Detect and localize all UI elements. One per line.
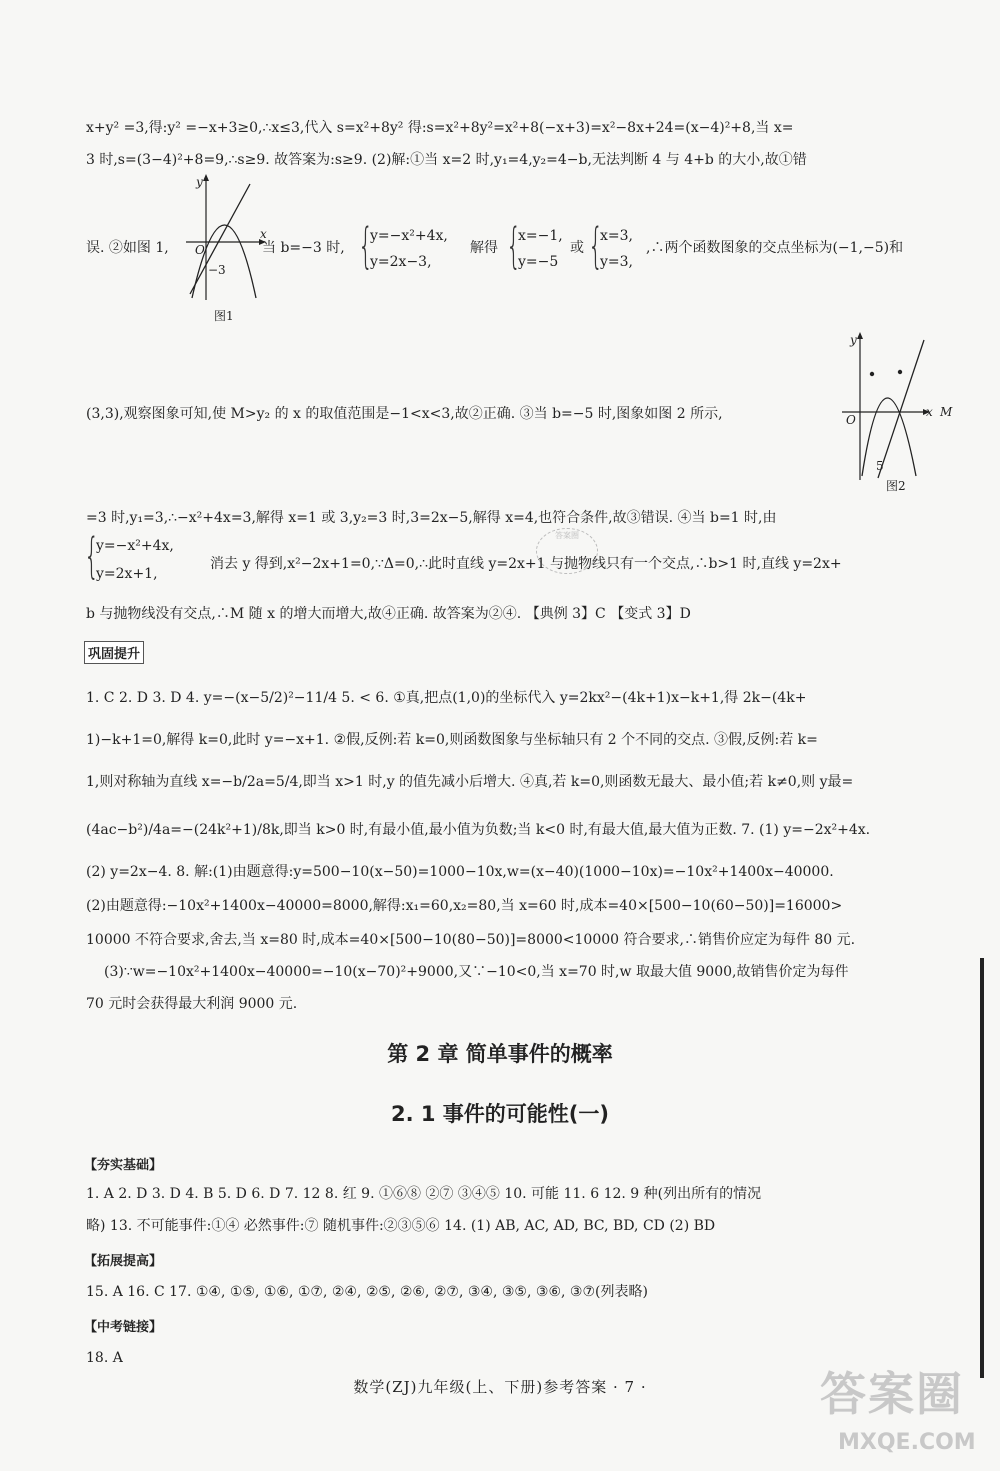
text-line-fragment: ,∴两个函数图象的交点坐标为(−1,−5)和 [646, 240, 904, 256]
answer-line: 1. A 2. D 3. D 4. B 5. D 6. D 7. 12 8. 红 9. ①⑥⑧ ②⑦ ③④⑤ 10. 可能 11. 6 12. 9 种(列出所有的情况 [86, 1186, 762, 1202]
fig1-y-label: y [196, 175, 203, 189]
page-edge-bar [980, 958, 984, 1378]
answer-line: (3)∵w=−10x²+1400x−40000=−10(x−70)²+9000,又∵−10<0,当 x=70 时,w 取最大值 9000,故销售价定为每件 [104, 964, 849, 980]
answer-line: 70 元时会获得最大利润 9000 元. [86, 996, 298, 1012]
figure-1-graph [178, 172, 270, 332]
text-line-fragment: 当 b=−3 时, [262, 240, 345, 256]
fig2-y-label: y [850, 333, 857, 347]
section-tag-foundation: 【夯实基础】 [84, 1158, 163, 1173]
watermark-logo: 答案圈 MXQE.COM [820, 1367, 976, 1455]
text-line: 消去 y 得到,x²−2x+1=0,∵Δ=0,∴此时直线 y=2x+1 与抛物线只有一个交点,∴b>1 时,直线 y=2x+ [210, 556, 842, 572]
fig1-intercept-label: −3 [208, 263, 226, 277]
section-title: 2. 1 事件的可能性(一) [390, 1102, 610, 1126]
text-line: 3 时,s=(3−4)²+8=9,∴s≥9. 故答案为:s≥9. (2)解:①当 x=2 时,y₁=4,y₂=4−b,无法判断 4 与 4+b 的大小,故①错 [86, 152, 807, 168]
answer-line: 18. A [86, 1350, 123, 1366]
equation-system-1: { y=−x²+4x, y=2x−3, [358, 218, 448, 274]
text-line: b 与抛物线没有交点,∴M 随 x 的增大而增大,故④正确. 故答案为②④. 【典例 3】C 【变式 3】D [86, 606, 691, 622]
answer-line: 略) 13. 不可能事件:①④ 必然事件:⑦ 随机事件:②③⑤⑥ 14. (1) AB, AC, AD, BC, BD, CD (2) BD [86, 1218, 716, 1234]
answer-line: 1,则对称轴为直线 x=−b/2a=5/4,即当 x>1 时,y 的值先减小后增大. ④真,若 k=0,则函数无最大、最小值;若 k≠0,则 y最= [86, 774, 854, 790]
equation-system-2: { y=−x²+4x, y=2x+1, [84, 528, 174, 584]
page-footer: 数学(ZJ)九年级(上、下册)参考答案 · 7 · [353, 1378, 647, 1396]
fig2-caption: 图2 [886, 479, 906, 493]
section-tag-exam: 【中考链接】 [84, 1320, 163, 1335]
solution-system-1: { x=−1, y=−5 [506, 218, 563, 274]
section-tag-extension: 【拓展提高】 [84, 1254, 163, 1269]
text-line-fragment: 或 [570, 240, 584, 256]
answer-line: 1. C 2. D 3. D 4. y=−(x−5/2)²−11/4 5. < 6. ①真,把点(1,0)的坐标代入 y=2kx²−(4k+1)x−k+1,得 2k−(4k+ [86, 690, 807, 706]
answer-line: (4ac−b²)/4a=−(24k²+1)/8k,即当 k>0 时,有最小值,最小值为负数;当 k<0 时,有最大值,最大值为正数. 7. (1) y=−2x²+4x. [86, 822, 871, 838]
fig1-origin-label: O [195, 243, 205, 257]
fig2-origin-label: O [846, 413, 856, 427]
faint-stamp: 答案圈 [536, 528, 598, 574]
text-line-fragment: 误. ②如图 1, [86, 240, 169, 256]
figure-2-graph [840, 330, 960, 500]
answer-line: (2) y=2x−4. 8. 解:(1)由题意得:y=500−10(x−50)=1000−10x,w=(x−40)(1000−10x)=−10x²+1400x−40000. [86, 864, 834, 880]
fig2-x-label: x [926, 405, 933, 419]
chapter-title: 第 2 章 简单事件的概率 [387, 1042, 613, 1066]
answer-line: 1)−k+1=0,解得 k=0,此时 y=−x+1. ②假,反例:若 k=0,则函数图象与坐标轴只有 2 个不同的交点. ③假,反例:若 k= [86, 732, 818, 748]
answer-line: (2)由题意得:−10x²+1400x−40000=8000,解得:x₁=60,x₂=80,当 x=60 时,成本=40×[500−10(60−50)]=16000> [86, 898, 843, 914]
fig2-intercept-label: 5 [876, 459, 884, 473]
text-line-fragment: 解得 [470, 240, 498, 256]
solution-system-2: { x=3, y=3, [588, 218, 633, 274]
answer-line: 10000 不符合要求,舍去,当 x=80 时,成本=40×[500−10(80−50)]=8000<10000 符合要求,∴销售价应定为每件 80 元. [86, 932, 856, 948]
text-line: (3,3),观察图象可知,使 M>y₂ 的 x 的取值范围是−1<x<3,故②正确. ③当 b=−5 时,图象如图 2 所示, [86, 406, 723, 422]
answer-line: 15. A 16. C 17. ①④, ①⑤, ①⑥, ①⑦, ②④, ②⑤, ②⑥, ②⑦, ③④, ③⑤, ③⑥, ③⑦(列表略) [86, 1284, 648, 1300]
fig2-m-label: M [940, 405, 953, 419]
text-line: =3 时,y₁=3,∴−x²+4x=3,解得 x=1 或 3,y₂=3 时,3=2x−5,解得 x=4,也符合条件,故③错误. ④当 b=1 时,由 [86, 510, 777, 526]
fig1-caption: 图1 [214, 309, 234, 323]
fig1-x-label: x [260, 227, 267, 241]
section-tag-consolidate: 巩固提升 [84, 641, 144, 664]
text-line: x+y² =3,得:y² =−x+3≥0,∴x≤3,代入 s=x²+8y² 得:s=x²+8y²=x²+8(−x+3)=x²−8x+24=(x−4)²+8,当 x= [86, 120, 794, 136]
